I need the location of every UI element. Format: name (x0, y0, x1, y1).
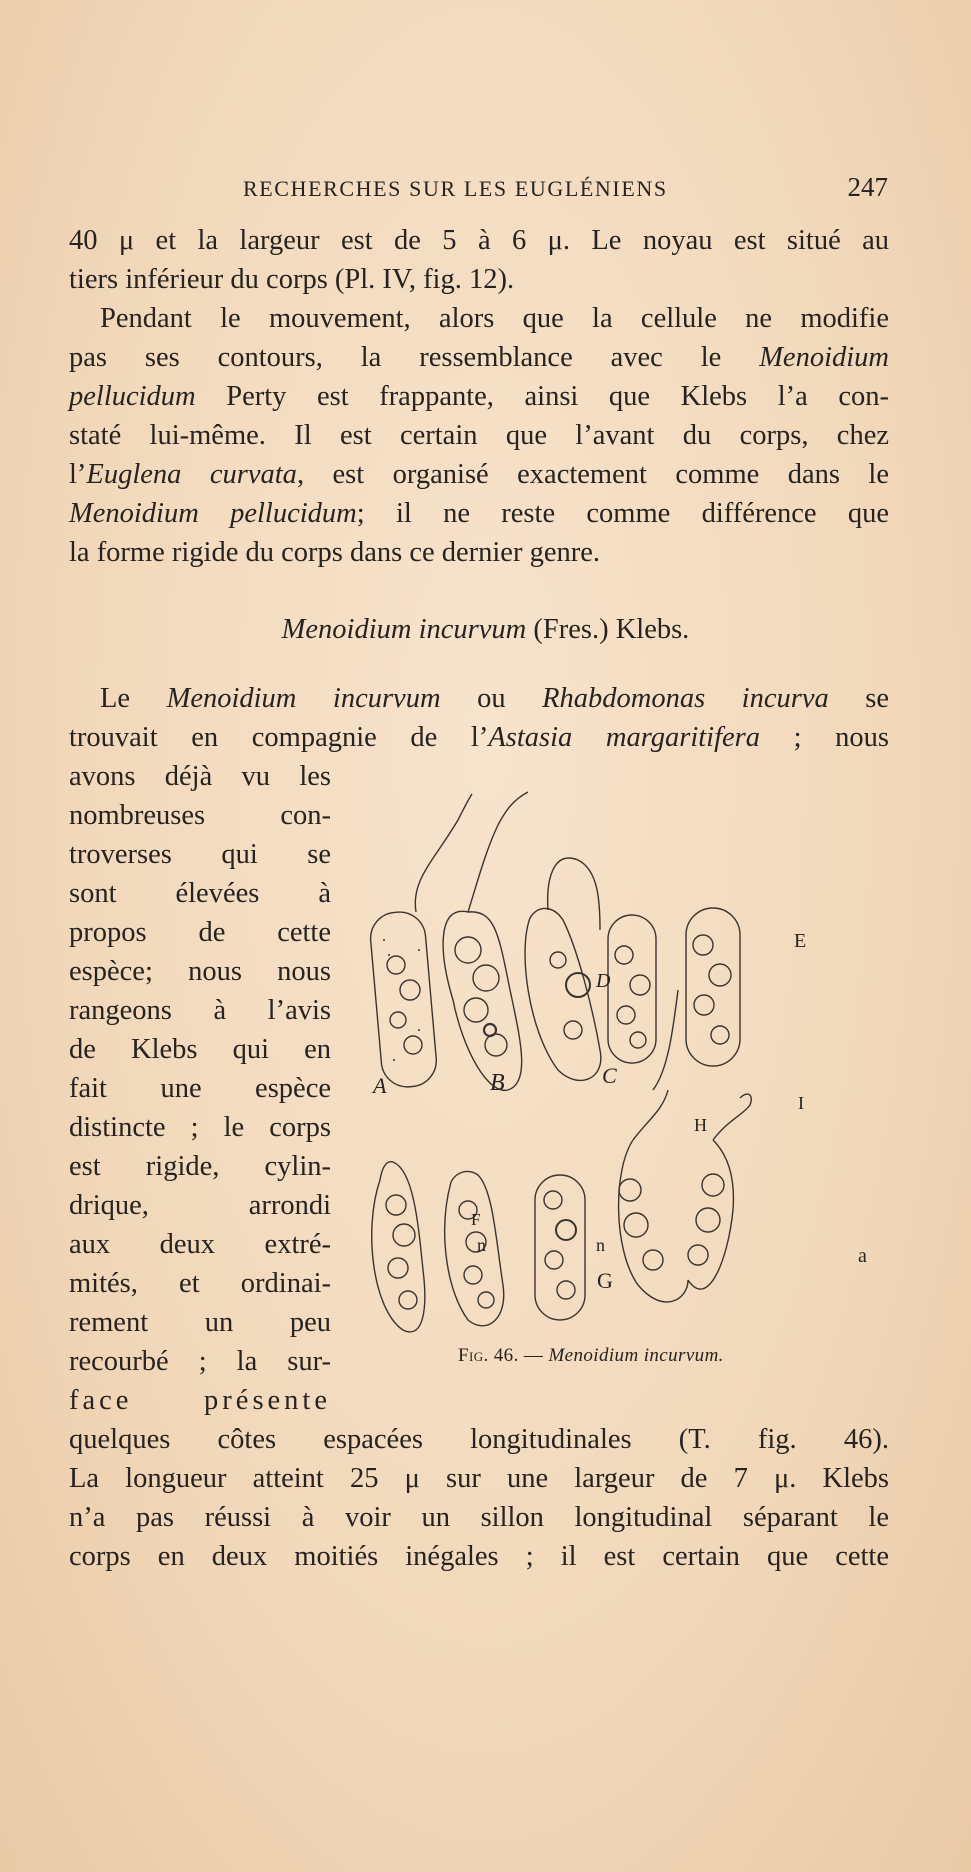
figure-label-n1: n (477, 1235, 486, 1255)
text-line: staté lui-même. Il est certain que l’avant du corps, chez (69, 420, 889, 451)
text-line: 40 μ et la largeur est de 5 à 6 μ. Le noyau est situé au (69, 225, 889, 256)
cell-d (608, 915, 656, 1063)
cell-h (535, 1175, 585, 1320)
text-line: rangeons à l’avis (69, 995, 331, 1026)
cell-f (372, 1162, 425, 1332)
text-line: nombreuses con- (69, 800, 331, 831)
text-line: Menoidium pellucidum; il ne reste comme différence que (69, 498, 889, 529)
figure-illustration (368, 790, 898, 1350)
cell-c (525, 858, 601, 1080)
text-line: recourbé ; la sur- (69, 1346, 331, 1377)
text-line: aux deux extré- (69, 1229, 331, 1260)
text-line: La longueur atteint 25 μ sur une largeur de 7 μ. Klebs (69, 1463, 889, 1494)
text-line: sont élevées à (69, 878, 331, 909)
text-line: mités, et ordinai- (69, 1268, 331, 1299)
running-title: RECHERCHES SUR LES EUGLÉNIENS (243, 176, 668, 201)
cell-a (368, 794, 472, 1089)
text-line: pas ses contours, la ressemblance avec le Menoidium (69, 342, 889, 373)
text-line: distincte ; le corps (69, 1112, 331, 1143)
text-line: n’a pas réussi à voir un sillon longitudinal séparant le (69, 1502, 889, 1533)
figure-label-a-lower: a (858, 1245, 867, 1267)
text-line: trouvait en compagnie de l’Astasia margaritifera ; nous (69, 722, 889, 753)
figure-46 (368, 790, 898, 1350)
text-line: rement un peu (69, 1307, 331, 1338)
page-number: 247 (847, 172, 888, 202)
figure-label-e: E (794, 930, 807, 952)
text-line: avons déjà vu les (69, 761, 331, 792)
text-line: drique, arrondi (69, 1190, 331, 1221)
figure-label-n2: n (596, 1235, 605, 1255)
text-line: corps en deux moitiés inégales ; il est certain que cette (69, 1541, 889, 1572)
text-line: la forme rigide du corps dans ce dernier genre. (69, 537, 600, 568)
cell-b (443, 792, 528, 1090)
text-line: est rigide, cylin- (69, 1151, 331, 1182)
text-line: Pendant le mouvement, alors que la cellule ne modifie (100, 303, 889, 334)
figure-label-a-upper: A (373, 1073, 387, 1098)
cell-g (445, 1171, 504, 1325)
figure-label-d: D (596, 970, 611, 992)
section-heading: Menoidium incurvum (Fres.) Klebs. (281, 614, 690, 645)
text-line: l’Euglena curvata, est organisé exactement comme dans le (69, 459, 890, 490)
text-line: espèce; nous nous (69, 956, 331, 987)
cell-i (619, 1090, 752, 1302)
text-line: de Klebs qui en (69, 1034, 331, 1065)
figure-label-g: G (597, 1268, 613, 1293)
text-line: fait une espèce (69, 1073, 331, 1104)
text-line: pellucidum Perty est frappante, ainsi que Klebs l’a con- (69, 381, 889, 412)
figure-caption: Fig. 46. — Menoidium incurvum. (458, 1345, 724, 1366)
figure-label-c: C (602, 1063, 617, 1088)
figure-label-b: B (490, 1070, 505, 1096)
text-line: propos de cette (69, 917, 331, 948)
text-line: quelques côtes espacées longitudinales (T. fig. 46). (69, 1424, 889, 1455)
text-line: troverses qui se (69, 839, 331, 870)
text-line: Le Menoidium incurvum ou Rhabdomonas incurva se (100, 683, 889, 714)
text-line: face présente (69, 1385, 331, 1416)
cell-e (653, 908, 740, 1090)
figure-label-f: F (471, 1210, 481, 1229)
figure-label-i: I (798, 1093, 804, 1113)
text-line: tiers inférieur du corps (Pl. IV, fig. 12). (69, 264, 515, 295)
figure-label-h: H (694, 1115, 707, 1135)
